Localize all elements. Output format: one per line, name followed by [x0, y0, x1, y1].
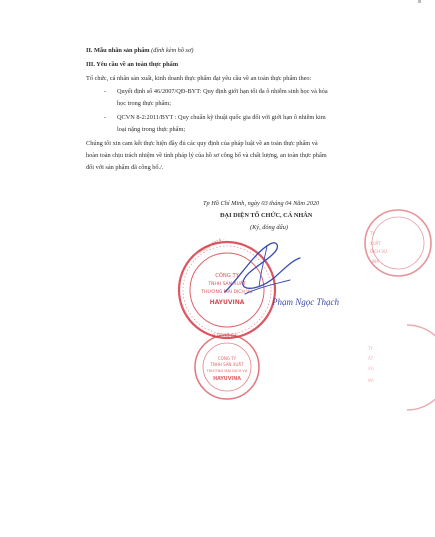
bullet-2-line-1: QCVN 8-2:2011/BYT : Quy chuẩn kỹ thuật quốc gia đối với giới hạn ô nhiễm kim [117, 114, 326, 121]
signature-scribble [215, 232, 310, 307]
svg-text:INA: INA [372, 259, 379, 264]
bullet-dash-1: - [104, 88, 107, 95]
sign-note: (Ký, đóng dấu) [250, 224, 288, 231]
bullet-2-line-2: loại nặng trong thực phẩm; [117, 126, 186, 133]
svg-text:MSDN: 0314...: MSDN: 0314... [198, 235, 226, 254]
signer-name: Phạm Ngọc Thạch [272, 297, 339, 307]
section-2-title: II. Mẫu nhãn sản phẩm [86, 47, 150, 54]
svg-text:DỊCH VỤ: DỊCH VỤ [370, 249, 387, 254]
representative-title: ĐẠI DIỆN TỔ CHỨC, CÁ NHÂN [220, 212, 313, 219]
page-edge-mark [418, 0, 421, 3]
svg-text:XUẤT: XUẤT [370, 241, 381, 246]
svg-text:TY: TY [370, 231, 375, 236]
svg-text:TNHH SẢN XUẤT: TNHH SẢN XUẤT [208, 282, 246, 287]
svg-text:ẤT: ẤT [368, 356, 374, 361]
svg-text:TY: TY [368, 346, 373, 351]
commitment-line-3: đối với sản phẩm đã công bố./. [86, 164, 164, 171]
company-seal-small [190, 330, 265, 405]
commitment-line-2: hoàn toàn chịu trách nhiệm về tính pháp lý của hồ sơ công bố và chất lượng, an toàn thực phẩm [86, 152, 327, 159]
section-2-heading [86, 47, 193, 55]
svg-text:THƯƠNG MẠI DỊCH VỤ: THƯƠNG MẠI DỊCH VỤ [201, 290, 253, 295]
bullet-dash-2: - [104, 114, 107, 121]
svg-text:CÔNG TY: CÔNG TY [217, 356, 237, 361]
section-2-note: (đính kèm hồ sơ) [151, 47, 194, 54]
svg-text:HAYUVINA: HAYUVINA [209, 299, 245, 306]
svg-text:CÔNG TY: CÔNG TY [215, 273, 239, 279]
section-3-title: III. Yêu cầu về an toàn thực phẩm [86, 61, 179, 68]
svg-text:VỤ: VỤ [368, 366, 374, 371]
bullet-1-line-1: Quyết định số 46/2007/QĐ-BYT: Quy định giới hạn tối đa ô nhiễm sinh học và hóa [117, 88, 328, 95]
bullet-1-line-2: học trong thực phẩm; [117, 100, 171, 107]
svg-text:THƯƠNG MẠI DỊCH VỤ: THƯƠNG MẠI DỊCH VỤ [206, 369, 248, 373]
svg-text:Q.TP. HỒ CHÍ: Q.TP. HỒ CHÍ [212, 333, 238, 338]
place-date: Tp Hồ Chí Minh, ngày 03 tháng 04 Năm 2020 [203, 200, 320, 207]
svg-text:HAYUVINA: HAYUVINA [213, 377, 241, 382]
edge-seal-stamp [360, 205, 435, 285]
commitment-line-1: Chúng tôi xin cam kết thực hiện đầy đủ các quy định của pháp luật về an toàn thực phẩm và [86, 140, 318, 147]
edge-seal-stamp-lower [362, 320, 435, 415]
svg-text:TNHH SẢN XUẤT: TNHH SẢN XUẤT [210, 362, 244, 367]
svg-text:NA: NA [368, 378, 374, 383]
intro-text: Tổ chức, cá nhân sản xuất, kinh doanh thực phẩm đạt yêu cầu về an toàn thực phẩm theo: [86, 75, 312, 82]
